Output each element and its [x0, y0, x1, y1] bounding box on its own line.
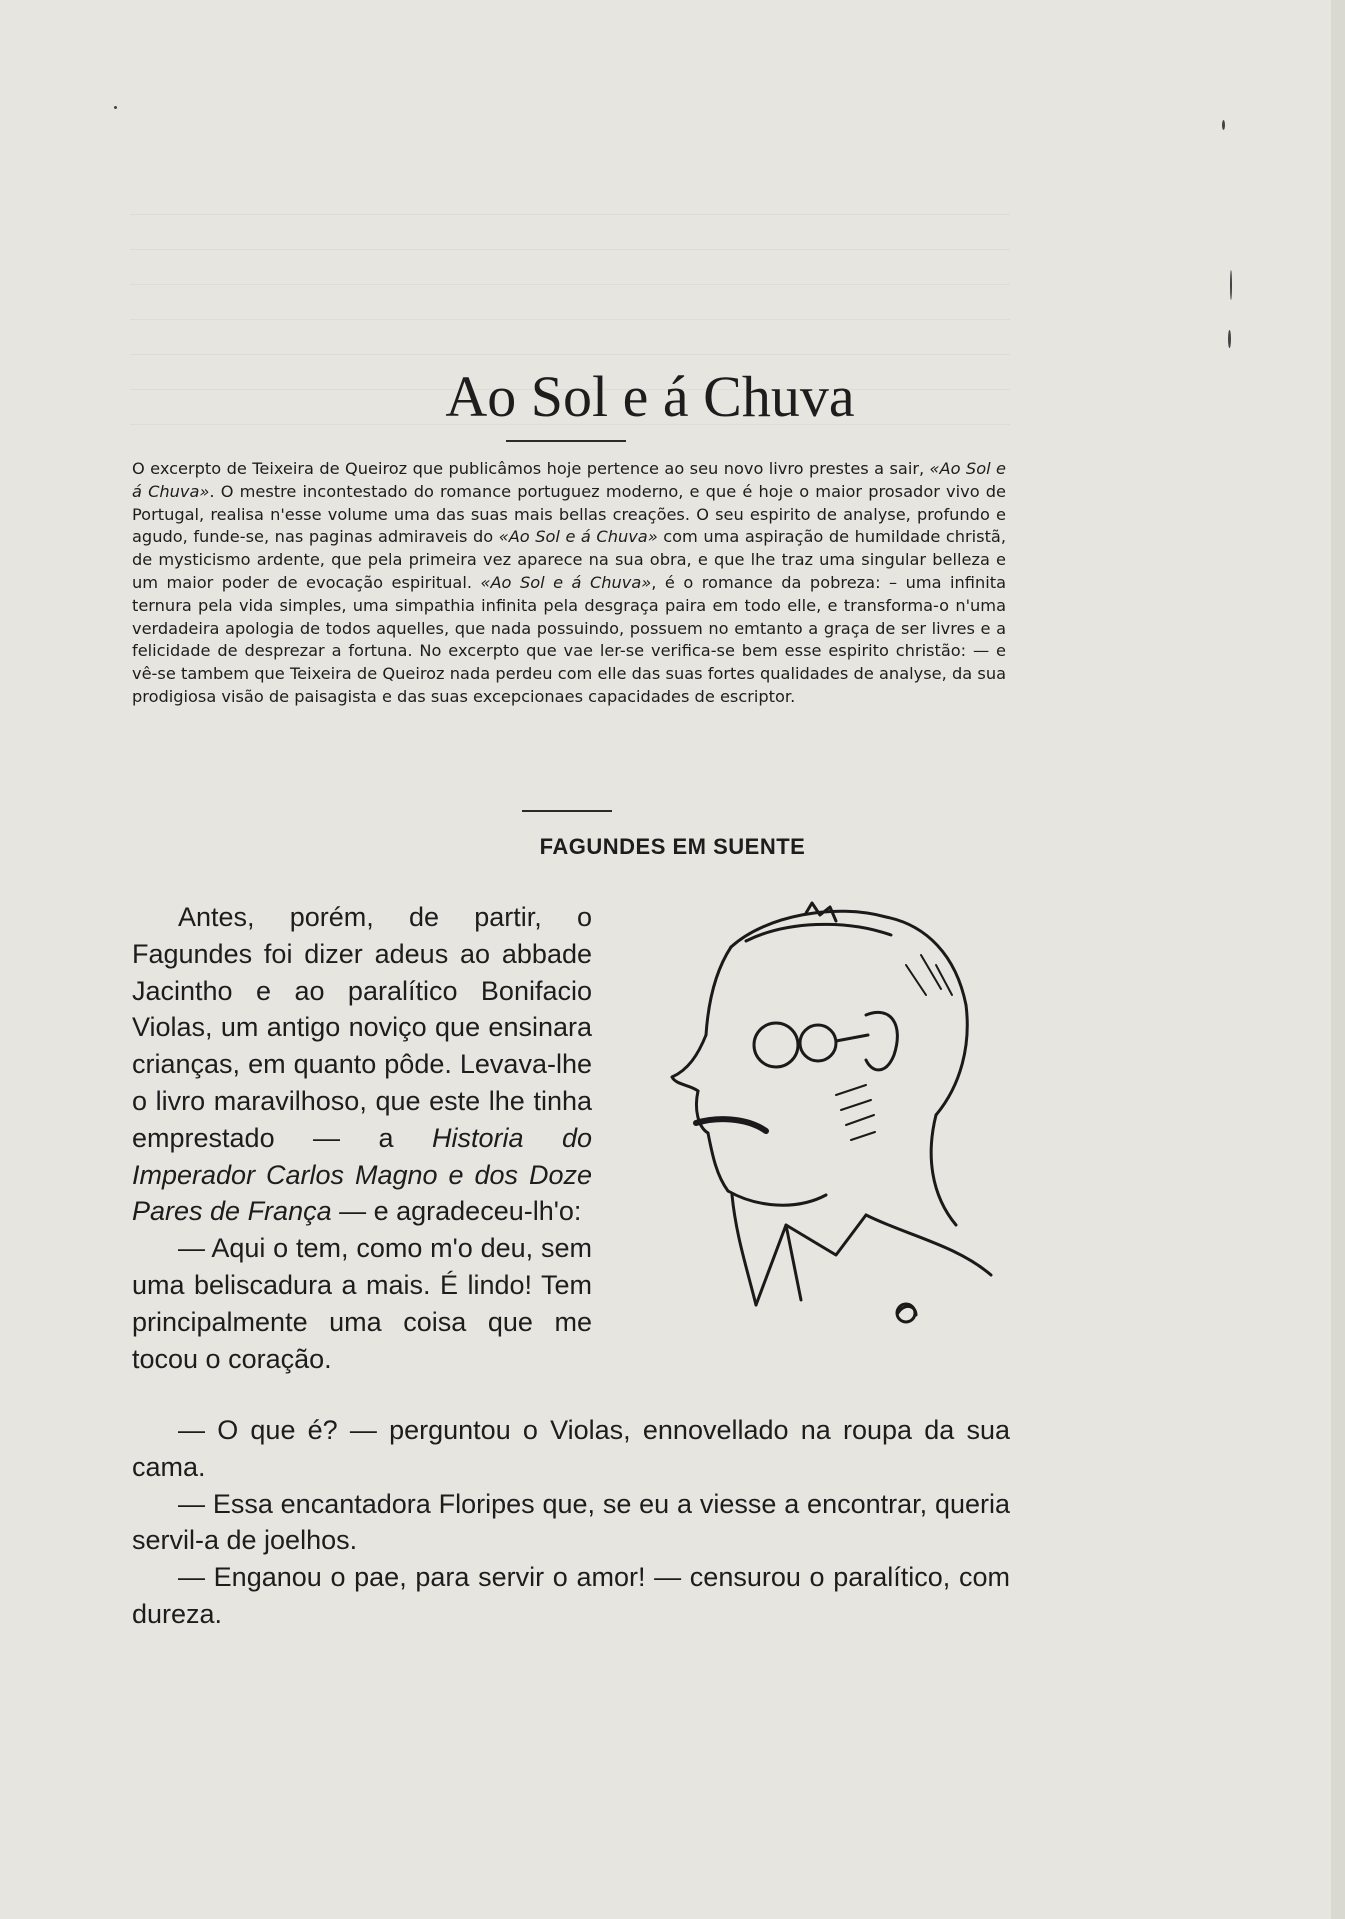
paper-speck: [114, 106, 117, 109]
paper-speck: [1230, 270, 1232, 300]
body-p1-book-title: Historia do Imperador Carlos Magno e dos Doze Pares de França: [132, 1122, 592, 1227]
intro-text-2: . O mestre incontestado do romance portuguez moderno, e que é hoje o maior prosador vivo de Portugal, realisa n'esse volume uma das suas mais bellas creações. O seu espirito de analyse, profundo e agudo, funde-se, nas paginas admiraveis do: [132, 481, 1006, 547]
intro-text-3: com uma aspiração de humildade christã, de mysticismo ardente, que pela primeira vez aparece na sua obra, e que lhe traz uma singular belleza e um maior poder de evocação espiritual.: [132, 527, 1006, 592]
intro-text-4: , é o romance da pobreza: – uma infinita ternura pela vida simples, uma simpathia infinita pela desgraça paira em todo elle, e transforma-o n'uma verdadeira apologia de todos aquelles, que nada possuindo, possuem no emtanto a graça de ser livres e a felicidade de desprezar a fortuna. No excerpto que vae ler-se verifica-se bem esse espirito christão: — e vê-se tambem que Teixeira de Queiroz nada perdeu com elle das suas fortes qualidades de analyse, da sua prodigiosa visão de paisagista e das suas excepcionaes capacidades de escriptor.: [132, 572, 1007, 706]
body-column-left: [132, 899, 592, 1377]
paper-speck: [1228, 330, 1231, 348]
section-rule: [522, 810, 612, 812]
body-column-full: [132, 1412, 1010, 1633]
body-paragraph-3: — O que é? — perguntou o Violas, ennovellado na roupa da sua cama.: [132, 1415, 1010, 1482]
intro-paragraph: [132, 458, 1006, 709]
body-paragraph-4: — Essa encantadora Floripes que, se eu a viesse a encontrar, queria servil-a de joelhos.: [132, 1488, 1010, 1556]
intro-book-title-2: «Ao Sol e á Chuva»: [498, 527, 658, 547]
body-paragraph-1: [132, 899, 592, 1230]
body-paragraph-5: — Enganou o pae, para servir o amor! — censurou o paralítico, com dureza.: [132, 1562, 1010, 1629]
intro-text-1: O excerpto de Teixeira de Queiroz que publicâmos hoje pertence ao seu novo livro prestes a sair,: [132, 459, 930, 478]
page-edge: [1331, 0, 1345, 1919]
article-title: Ao Sol e á Chuva: [445, 364, 855, 429]
section-subheading: FAGUNDES EM SUENTE: [539, 834, 806, 859]
intro-book-title-1: «Ao Sol e á Chuva»: [132, 459, 1006, 501]
paper-speck: [1222, 120, 1225, 130]
author-portrait-illustration: [636, 895, 1016, 1335]
intro-book-title-3: «Ao Sol e á Chuva»: [480, 572, 652, 592]
body-paragraph-2: — Aqui o tem, como m'o deu, sem uma beliscadura a mais. É lindo! Tem principalmente uma coisa que me tocou o coração.: [132, 1233, 592, 1374]
body-p1-text: Antes, porém, de partir, o Fagundes foi dizer adeus ao abbade Jacintho e ao paralítico Bonifacio Violas, um antigo noviço que ensinara crianças, em quanto pôde. Levava-lhe o livro maravilhoso, que este lhe tinha emprestado — a: [132, 902, 592, 1153]
body-p1-end: — e agradeceu-lh'o:: [331, 1196, 582, 1227]
title-rule: [506, 440, 626, 442]
